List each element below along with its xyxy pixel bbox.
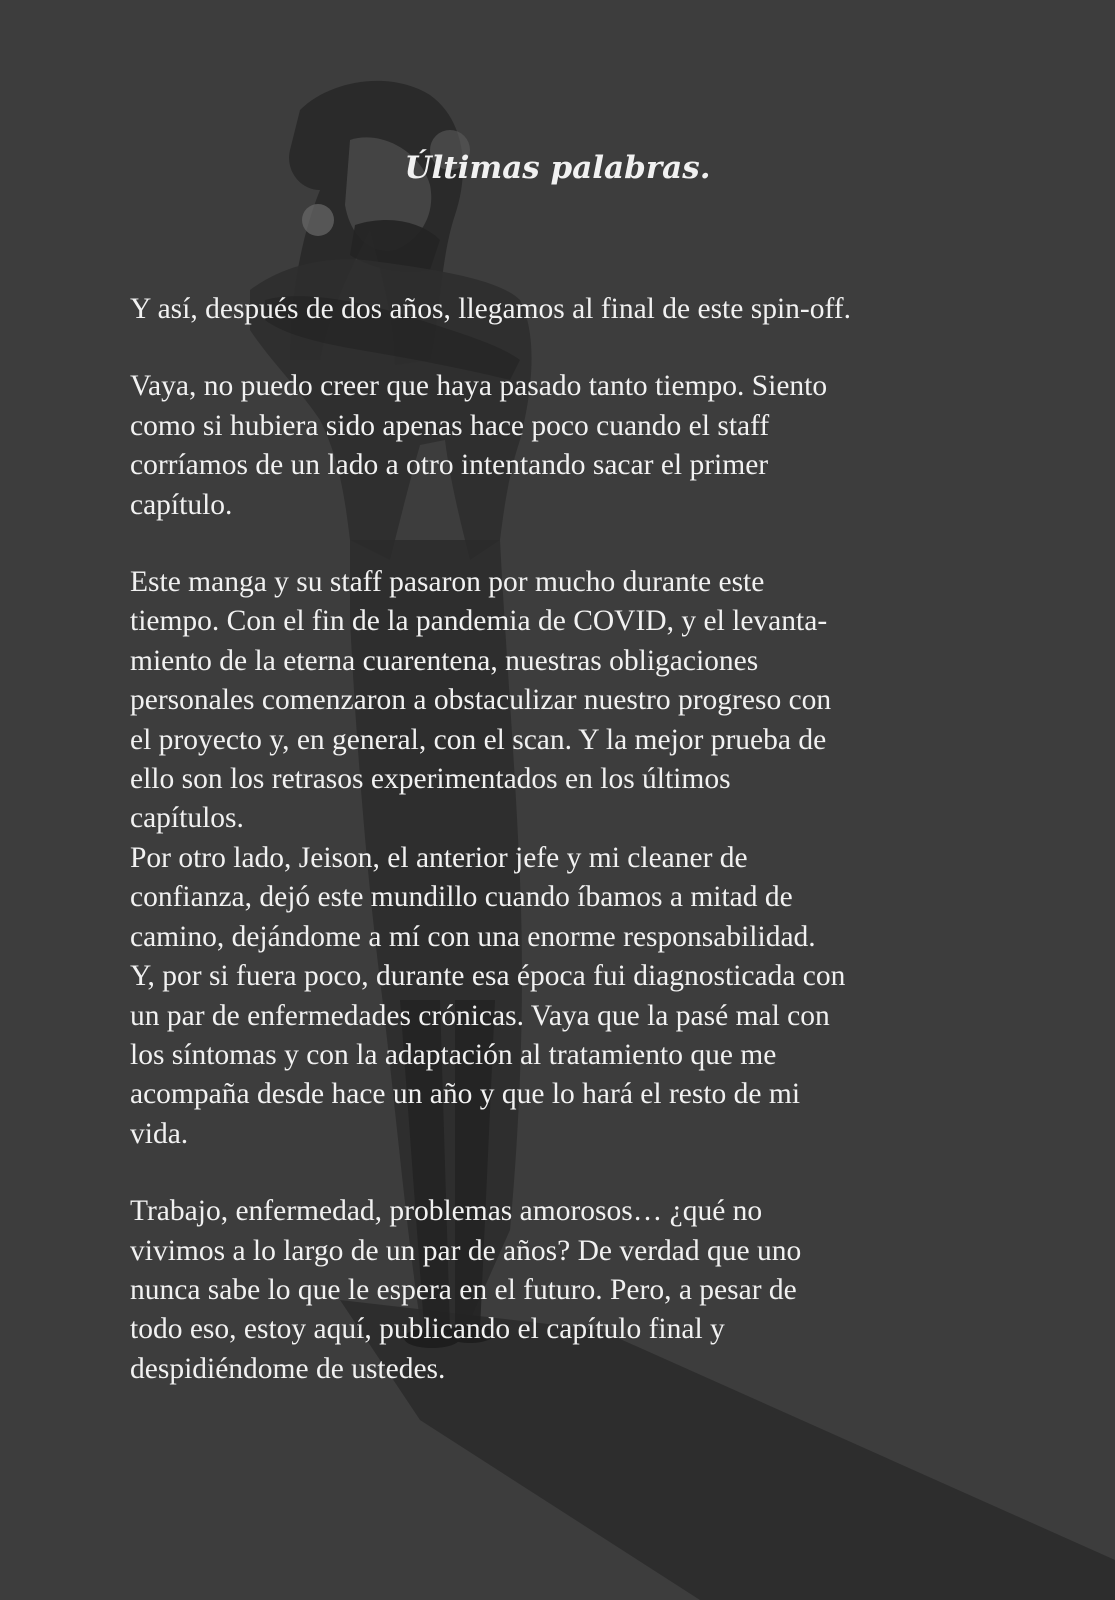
page-title: Últimas palabras. <box>404 150 711 186</box>
paragraph: Y así, después de dos años, llegamos al final de este spin-off. <box>130 293 851 325</box>
paragraph: Este manga y su staff pasaron por mucho durante este tiempo. Con el fin de la pandemia de COVID, y el levanta- miento de la eterna cuarentena, nuestras obligaciones personales comenzaron a obstaculizar nuestro progreso con el proyecto y, en general, con el scan. Y la mejor prueba de ello son los retrasos experimentados en los últimos capítulos. <box>130 566 832 835</box>
body-text <box>130 290 1010 1389</box>
paragraph: Trabajo, enfermedad, problemas amorosos… ¿qué no vivimos a lo largo de un par de años? De verdad que uno nunca sabe lo que le espera en el futuro. Pero, a pesar de todo eso, estoy aquí, publicando el capítulo final y despidiéndome de ustedes. <box>130 1195 802 1385</box>
paragraph: Vaya, no puedo creer que haya pasado tanto tiempo. Siento como si hubiera sido apenas hace poco cuando el staff corríamos de un lado a otro intentando sacar el primer capítulo. <box>130 370 828 521</box>
paragraph: Por otro lado, Jeison, el anterior jefe y mi cleaner de confianza, dejó este mundillo cuando íbamos a mitad de camino, dejándome a mí con una enorme responsabilidad. Y, por si fuera poco, durante esa época fui diagnosticada con un par de enfermedades crónicas. Vaya que la pasé mal con los síntomas y con la adaptación al tratamiento que me acompaña desde hace un año y que lo hará el resto de mi vida. <box>130 841 846 1150</box>
